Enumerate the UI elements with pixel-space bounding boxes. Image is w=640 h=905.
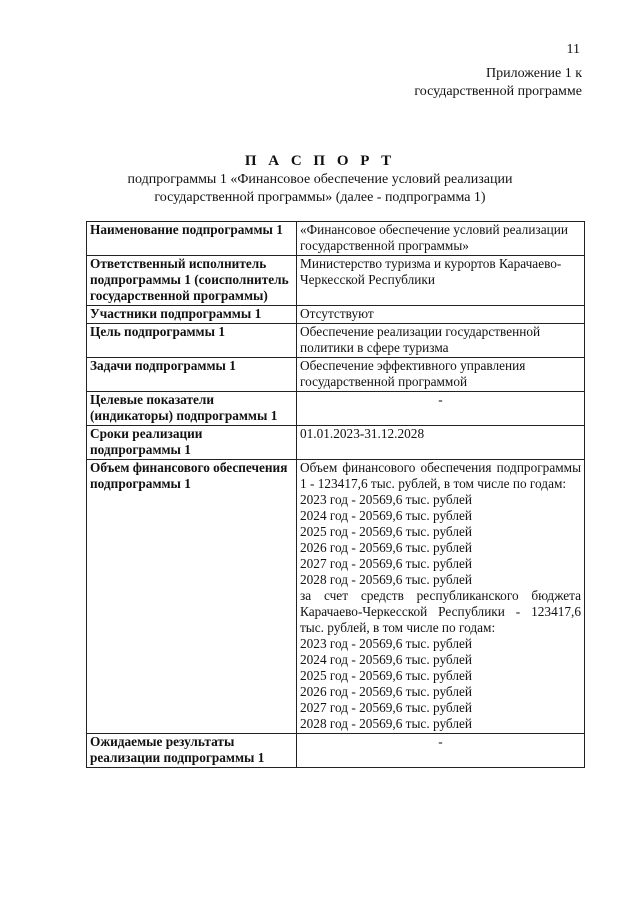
row-value: 01.01.2023-31.12.2028 [297, 426, 585, 460]
year-line: 2025 год - 20569,6 тыс. рублей [300, 668, 473, 683]
row-value: Обеспечение реализации государственной политики в сфере туризма [297, 324, 585, 358]
row-label: Объем финансового обеспечения подпрограммы 1 [87, 460, 297, 734]
row-label: Участники подпрограммы 1 [87, 306, 297, 324]
page-number: 11 [566, 42, 580, 57]
row-label: Наименование подпрограммы 1 [87, 222, 297, 256]
financing-value [297, 460, 585, 734]
annex-line-1: Приложение 1 к [486, 66, 582, 81]
budget-intro: за счет средств республиканского бюджета Карачаево-Черкесской Республики - 123417,6 тыс. рублей, в том числе по годам: [300, 588, 581, 635]
table-row [87, 358, 585, 392]
table-row [87, 324, 585, 358]
year-line: 2024 год - 20569,6 тыс. рублей [300, 652, 473, 667]
row-value: Министерство туризма и курортов Карачаево-Черкесской Республики [297, 256, 585, 306]
table-row [87, 306, 585, 324]
row-value: - [297, 734, 585, 768]
passport-title: П А С П О Р Т [244, 153, 396, 169]
row-label: Ожидаемые результаты реализации подпрограммы 1 [87, 734, 297, 768]
table-row [87, 222, 585, 256]
year-line: 2028 год - 20569,6 тыс. рублей [300, 716, 473, 731]
row-value: «Финансовое обеспечение условий реализации государственной программы» [297, 222, 585, 256]
year-line: 2023 год - 20569,6 тыс. рублей [300, 492, 473, 507]
table-row [87, 426, 585, 460]
year-line: 2026 год - 20569,6 тыс. рублей [300, 684, 473, 699]
table-row [87, 392, 585, 426]
row-label: Задачи подпрограммы 1 [87, 358, 297, 392]
heading-line-1: подпрограммы 1 «Финансовое обеспечение условий реализации [127, 172, 513, 187]
year-line: 2027 год - 20569,6 тыс. рублей [300, 556, 473, 571]
row-value: - [297, 392, 585, 426]
document-heading [0, 152, 640, 207]
row-value: Обеспечение эффективного управления государственной программой [297, 358, 585, 392]
annex-line-2: государственной программе [414, 84, 582, 99]
year-line: 2024 год - 20569,6 тыс. рублей [300, 508, 473, 523]
table-row [87, 734, 585, 768]
year-line: 2028 год - 20569,6 тыс. рублей [300, 572, 473, 587]
year-line: 2025 год - 20569,6 тыс. рублей [300, 524, 473, 539]
table-row [87, 460, 585, 734]
row-value: Отсутствуют [297, 306, 585, 324]
passport-table [86, 221, 585, 768]
year-line: 2027 год - 20569,6 тыс. рублей [300, 700, 473, 715]
row-label: Цель подпрограммы 1 [87, 324, 297, 358]
table-row [87, 256, 585, 306]
year-line: 2023 год - 20569,6 тыс. рублей [300, 636, 473, 651]
row-label: Целевые показатели (индикаторы) подпрограммы 1 [87, 392, 297, 426]
annex-note [414, 65, 582, 101]
row-label: Ответственный исполнитель подпрограммы 1 (соисполнитель государственной программы) [87, 256, 297, 306]
year-line: 2026 год - 20569,6 тыс. рублей [300, 540, 473, 555]
heading-line-2: государственной программы» (далее - подпрограмма 1) [154, 190, 486, 205]
row-label: Сроки реализации подпрограммы 1 [87, 426, 297, 460]
financing-intro: Объем финансового обеспечения подпрограммы 1 - 123417,6 тыс. рублей, в том числе по годам: [300, 460, 581, 491]
